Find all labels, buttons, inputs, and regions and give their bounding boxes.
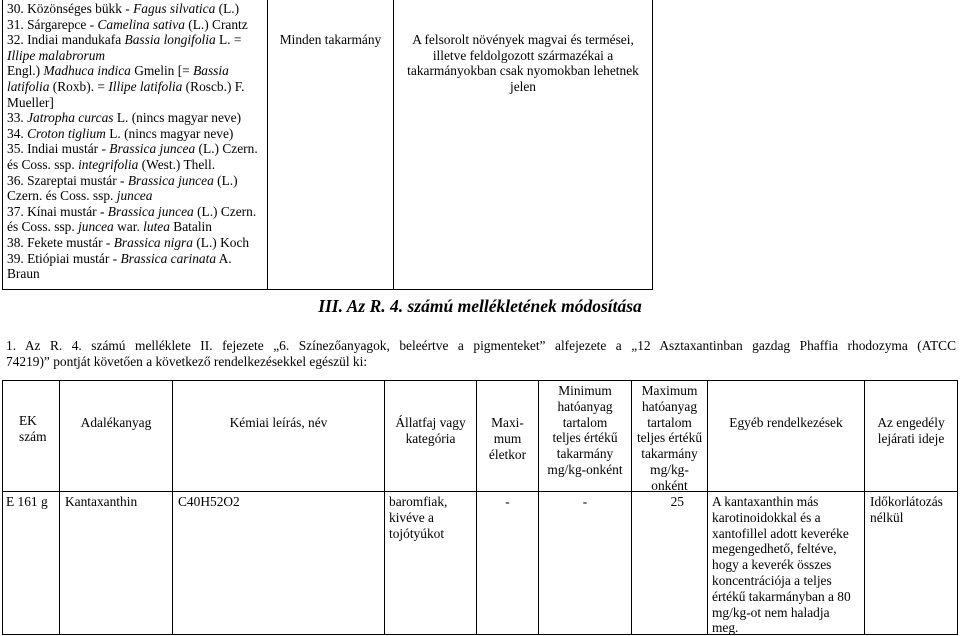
- plant-list-line: [7, 141, 265, 157]
- top-table-border-right: [652, 0, 653, 290]
- cell-authorisation-expiry: [870, 494, 943, 526]
- header-maximum: [632, 383, 707, 494]
- plant-text: (Roscb.) F.: [182, 78, 245, 94]
- plant-list-line: [7, 266, 265, 282]
- trace-note-line: jelen: [509, 78, 537, 94]
- latin-name: Illipe malabrorum: [7, 47, 106, 63]
- plant-list-line: [7, 251, 265, 267]
- plant-list-line: [7, 32, 265, 48]
- trace-note-line: takarmányokban csak nyomokban lehetnek: [407, 63, 639, 79]
- plant-list-line: [7, 48, 265, 64]
- plant-list: [7, 1, 265, 282]
- latin-name: Bassia: [193, 63, 229, 79]
- plant-text: Braun: [7, 266, 40, 282]
- header-line: teljes értékű: [552, 430, 618, 446]
- latin-name: Fagus silvatica: [133, 1, 216, 16]
- plant-text: és Coss. ssp.: [7, 219, 79, 235]
- paragraph-line-1: 1. Az R. 4. számú melléklete II. fejezete „6. Színezőanyagok, beleértve a pigmenteket” alfejezete a „12 Asztaxantinban gazdag Phaffia rhodozyma (ATCC: [6, 338, 956, 353]
- section-title: III. Az R. 4. számú mellékletének módosítása: [318, 296, 642, 316]
- plant-list-line: [7, 1, 265, 17]
- header-line: Maxi-: [491, 415, 524, 430]
- latin-name: Brassica nigra: [113, 234, 193, 250]
- plant-text: Engl.): [7, 63, 44, 79]
- header-line: lejárati ideje: [877, 430, 945, 446]
- cell-line: A kantaxanthin más: [712, 494, 819, 509]
- top-table-border-left: [2, 0, 3, 290]
- cell-line: tojótyúkot: [389, 525, 445, 541]
- cell-chemical: C40H52O2: [178, 494, 240, 509]
- plant-text: L. (nincs magyar neve): [113, 110, 242, 126]
- cell-line: nélkül: [870, 509, 904, 525]
- header-line: szám: [19, 428, 47, 444]
- latin-name: lutea: [143, 219, 170, 235]
- header-line: tartalom: [647, 414, 692, 430]
- header-line: életkor: [488, 446, 527, 462]
- header-line: mum: [493, 430, 522, 446]
- plant-text: (West.) Thell.: [138, 156, 216, 172]
- plant-list-line: [7, 95, 265, 111]
- plant-list-line: [7, 126, 265, 142]
- latin-name: Madhuca indica: [43, 63, 131, 79]
- latin-name: Illipe latifolia: [108, 78, 183, 94]
- plant-list-line: [7, 63, 265, 79]
- plant-list-line: [7, 204, 265, 220]
- table-header-divider: [2, 491, 957, 492]
- latin-name: Croton tiglium: [27, 125, 106, 141]
- cell-line: xantofillel adott keveréke: [712, 525, 849, 541]
- trace-note-line: A felsorolt növények magvai és termései,: [412, 32, 634, 47]
- header-line: kategória: [405, 430, 456, 446]
- plant-text: Gmelin [=: [130, 63, 194, 79]
- header-line: mg/kg-onként: [547, 461, 623, 477]
- latin-name: Brassica carinata: [120, 250, 217, 266]
- cell-maximum: 25: [670, 494, 684, 509]
- cell-line: kivéve a: [389, 509, 434, 525]
- plant-text: (L.) Koch: [192, 234, 250, 250]
- latin-name: Bassia longifolia: [124, 32, 216, 48]
- header-line: Maximum: [641, 383, 698, 398]
- header-authorisation-expiry: [865, 415, 957, 447]
- plant-list-line: [7, 157, 265, 173]
- latin-name: juncea: [116, 188, 153, 204]
- header-line: teljes értékű: [636, 430, 703, 446]
- plant-text: (L.) Czern.: [195, 141, 258, 157]
- latin-name: Brassica juncea: [107, 203, 194, 219]
- plant-text: (L.): [215, 1, 240, 16]
- table-col-border: [957, 380, 958, 635]
- plant-list-line: [7, 79, 265, 95]
- latin-name: Jatropha curcas: [27, 110, 114, 126]
- latin-name: Camelina sativa: [97, 16, 185, 32]
- latin-name: integrifolia: [78, 156, 139, 172]
- top-table-border-bottom: [2, 289, 653, 290]
- latin-name: Brassica juncea: [127, 172, 214, 188]
- latin-name: juncea: [78, 219, 114, 235]
- plant-list-line: [7, 219, 265, 235]
- table-border-top: [2, 380, 957, 381]
- plant-text: Czern. és Coss. ssp.: [7, 188, 117, 204]
- plant-text: 39. Etiópiai mustár -: [7, 250, 121, 266]
- plant-list-line: [7, 235, 265, 251]
- header-species: [385, 415, 476, 447]
- cell-additive: Kantaxanthin: [65, 494, 138, 509]
- plant-list-line: [7, 17, 265, 33]
- header-chemical: Kémiai leírás, név: [229, 415, 328, 430]
- plant-text: 36. Szareptai mustár -: [7, 172, 128, 188]
- cell-line: karotinoidokkal és a: [712, 509, 821, 525]
- trace-note-line: illetve feldolgozott származékai a: [432, 47, 614, 63]
- plant-text: A.: [216, 250, 232, 266]
- plant-text: L. =: [215, 32, 242, 48]
- header-max-age: [477, 415, 538, 462]
- header-line: Az engedély: [877, 415, 945, 430]
- cell-line: meg.: [712, 620, 739, 636]
- header-minimum: [539, 383, 631, 478]
- cell-line: baromfiak,: [389, 494, 448, 509]
- cell-minimum: -: [582, 494, 588, 509]
- header-line: Minimum: [558, 383, 612, 398]
- plant-text: 34.: [7, 125, 28, 141]
- cell-line: koncentrációja a teljes: [712, 572, 832, 588]
- header-line: takarmány: [556, 446, 614, 462]
- header-additive: Adalékanyag: [80, 415, 152, 430]
- header-line: hatóanyag: [641, 398, 698, 414]
- cell-line: értékű takarmányban a 80: [712, 588, 851, 604]
- cell-other-provisions: [712, 494, 851, 636]
- cell-ek-number: E 161 g: [6, 494, 48, 509]
- header-other-provisions: Egyéb rendelkezések: [729, 415, 843, 430]
- plant-text: 35. Indiai mustár -: [7, 141, 110, 157]
- paragraph-line-2: 74219)” pontját követően a következő rendelkezésekkel egészül ki:: [6, 354, 368, 369]
- header-line: onként: [651, 477, 688, 493]
- plant-text: Batalin: [169, 219, 212, 235]
- header-line: Állatfaj vagy: [395, 415, 466, 430]
- header-line: EK: [19, 413, 37, 428]
- plant-text: war.: [113, 219, 144, 235]
- header-line: mg/kg-: [650, 461, 689, 477]
- plant-list-line: [7, 188, 265, 204]
- latin-name: Brassica juncea: [109, 141, 196, 157]
- header-line: takarmány: [641, 446, 698, 462]
- plant-text: (L.) Crantz: [184, 16, 248, 32]
- header-ek-szam: [3, 413, 59, 445]
- plant-text: (L.): [213, 172, 238, 188]
- plant-text: 38. Fekete mustár -: [7, 234, 114, 250]
- plant-text: Mueller]: [7, 94, 54, 110]
- plant-text: L. (nincs magyar neve): [105, 125, 234, 141]
- plant-list-line: [7, 173, 265, 189]
- plant-text: 30. Közönséges bükk -: [7, 1, 134, 16]
- plant-text: (Roxb). =: [49, 78, 109, 94]
- plant-text: 31. Sárgarepce -: [7, 16, 98, 32]
- plant-text: és Coss. ssp.: [7, 156, 79, 172]
- plant-list-line: [7, 110, 265, 126]
- cell-line: mg/kg-ot nem haladja: [712, 604, 830, 620]
- cell-line: megengedhető, feltéve,: [712, 541, 837, 557]
- plant-text: 37. Kínai mustár -: [7, 203, 108, 219]
- plant-text: 33.: [7, 110, 28, 126]
- feed-category: Minden takarmány: [279, 32, 382, 47]
- cell-line: Időkorlátozás: [870, 494, 943, 509]
- cell-line: hogy a keverék összes: [712, 557, 832, 573]
- plant-text: (L.) Czern.: [193, 203, 257, 219]
- cell-max-age: -: [505, 494, 510, 509]
- cell-species: [389, 494, 447, 541]
- latin-name: latifolia: [7, 78, 50, 94]
- plant-text: 32. Indiai mandukafa: [7, 32, 125, 48]
- trace-note: [394, 32, 652, 94]
- header-line: tartalom: [562, 414, 608, 430]
- header-line: hatóanyag: [557, 398, 613, 414]
